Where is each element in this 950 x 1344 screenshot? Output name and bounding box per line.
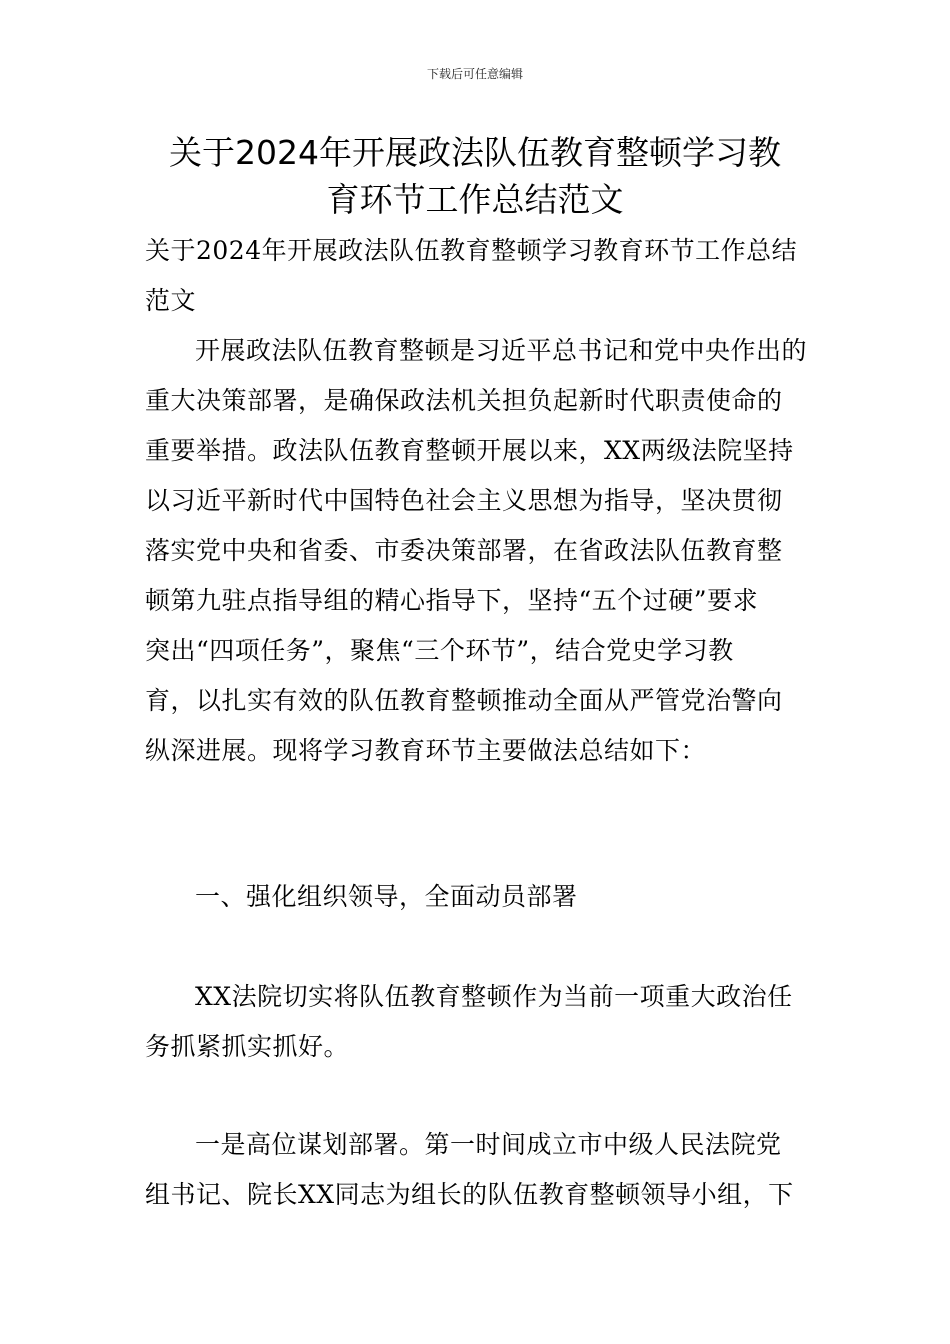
paragraph-line: 务抓紧抓实抓好。 xyxy=(145,1032,350,1061)
section-1-paragraph-2 xyxy=(145,1120,810,1220)
paragraph-line: 顿第九驻点指导组的精心指导下，坚持“五个过硬”要求 xyxy=(145,586,759,615)
subtitle xyxy=(145,226,810,326)
document-title-line-1: 关于2024年开展政法队伍教育整顿学习教 xyxy=(169,133,781,172)
section-heading xyxy=(145,872,810,922)
paragraph-line: XX法院切实将队伍教育整顿作为当前一项重大政治任 xyxy=(195,982,793,1011)
paragraph-line: 一是高位谋划部署。第一时间成立市中级人民法院党 xyxy=(195,1130,782,1159)
document-title-line-2: 育环节工作总结范文 xyxy=(326,180,624,219)
section-1-paragraph-1 xyxy=(145,972,810,1072)
paragraph-line: 开展政法队伍教育整顿是习近平总书记和党中央作出的 xyxy=(195,336,808,365)
page-header: 下载后可任意编辑 xyxy=(426,67,523,81)
paragraph-line: 重大决策部署，是确保政法机关担负起新时代职责使命的 xyxy=(145,386,783,415)
intro-paragraph xyxy=(145,326,810,776)
paragraph-line: 以习近平新时代中国特色社会主义思想为指导，坚决贯彻 xyxy=(145,486,783,515)
section-1-heading: 一、强化组织领导，全面动员部署 xyxy=(195,882,578,911)
subtitle-line-1: 关于2024年开展政法队伍教育整顿学习教育环节工作总结 xyxy=(145,236,798,265)
paragraph-line: 重要举措。政法队伍教育整顿开展以来，XX两级法院坚持 xyxy=(145,436,794,465)
subtitle-line-2: 范文 xyxy=(145,286,197,315)
paragraph-line: 育，以扎实有效的队伍教育整顿推动全面从严管党治警向 xyxy=(145,686,783,715)
paragraph-line: 纵深进展。现将学习教育环节主要做法总结如下： xyxy=(145,736,707,765)
paragraph-line: 组书记、院长XX同志为组长的队伍教育整顿领导小组，下 xyxy=(145,1180,794,1209)
paragraph-line: 落实党中央和省委、市委决策部署，在省政法队伍教育整 xyxy=(145,536,783,565)
paragraph-line: 突出“四项任务”，聚焦“三个环节”，结合党史学习教 xyxy=(145,636,734,665)
